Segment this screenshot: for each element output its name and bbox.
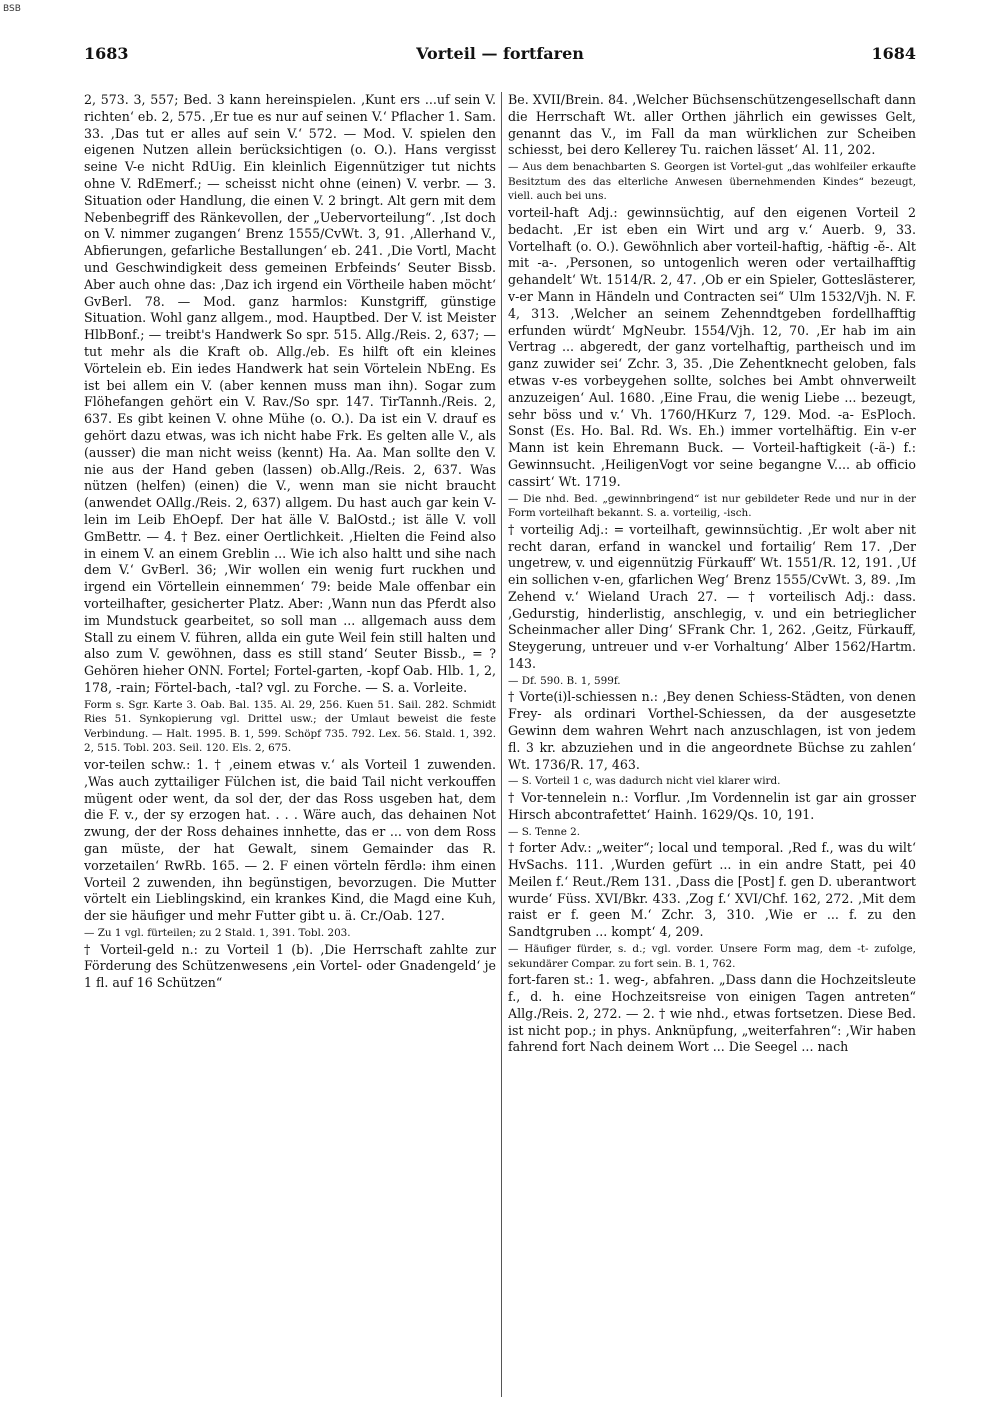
note-paragraph: — Aus dem benachbarten S. Georgen ist Vortel-gut „das wohlfeiler erkaufte Besitztum des das elterliche Anwesen übernehmenden Kindes“ bezeugt, viell. auch bei uns. <box>508 161 916 203</box>
watermark: BSB <box>3 4 21 14</box>
entry-paragraph: vorteil-haft Adj.: gewinnsüchtig, auf den eigenen Vorteil 2 bedacht. ‚Er ist eben ein Wirt und arg v.‘ Auerb. 9, 33. Vortelhaft (o. O.). Gewöhnlich aber vorteil-haftig, -häftig -ĕ-. Alt mit -a-. ‚Personen, so untogenlich weren oder vertailhafftig gehandelt‘ Wt. 1514/R. 2, 47. ‚Ob er ein Spieler, Gotteslästerer, v-er Mann in Händeln und Contracten sei“ Ulm 1532/Vjh. N. F. 4, 313. ‚Welcher an seinem Zehenndtgeben fordellhafftig erfunden würdt‘ MgNeubr. 1554/Vjh. 12, 70. ‚Er hab im ain Vertrag ... abgeredt, der ganz vortelhaftig, partheisch und im ganz zuwider sei‘ Zchr. 3, 35. ‚Die Zehentknecht geloben, fals etwas v-es vorbeygehen sollte, solches bei Ambt ohnverweilt anzuzeigen‘ Aul. 1680. ‚Eine Frau, die wenig Liebe ... bezeugt, sehr böss und v.‘ Vh. 1760/HKurz 7, 129. Mod. -a- EsPloch. Sonst (Es. Ho. Bal. Rd. Ws. Eh.) immer vortelhäftig. Ein v-er Mann ist kein Ehremann Buck. — Vorteil-haftigkeit (-ä-) f.: Gewinnsucht. ‚HeiligenVogt vor seine begangne V.... ab officio cassirt‘ Wt. 1719. <box>508 204 916 489</box>
note-paragraph: — S. Vorteil 1 c, was dadurch nicht viel klarer wird. <box>508 775 781 788</box>
note-paragraph: — Df. 590. B. 1, 599f. <box>508 674 621 687</box>
page-number-right: 1684 <box>871 44 916 63</box>
entry-paragraph: 2, 573. 3, 557; Bed. 3 kann hereinspielen. ‚Kunt ers ...uf sein V. richten‘ eb. 2, 575. ‚Er tue es nur auf seinen V.‘ Pflacher 1. Sam. 33. ‚Das tut er alles auf sein V.‘ 572. — Mod. V. spielen den eigenen Nutzen allein berücksichtigen (o. O.). Hans vergisst seine V-e nicht RdUig. Ein kleinlich Eigennütziger tut nichts ohne V. RdEmerf.; — scheisst nicht ohne (einen) V. verbr. — 3. Situation oder Handlung, die einen V. 2 bringt. Alt gern mit dem Nebenbegriff des Ränkevollen, der „Uebervorteilung“. ‚Ist doch on V. nimmer zugangen‘ Brenz 1555/CvWt. 3, 91. ‚Allerhand V., Abfierungen, gefarliche Bestallungen‘ eb. 241. ‚Die Vortl, Macht und Geschwindigkeit dess gemeinen Erbfeinds‘ Seuter Bissb. Aber auch ohne das: ‚Daz ich irgend ein Vörtheile haben möcht‘ GvBerl. 78. — Mod. ganz harmlos: Kunstgriff, günstige Situation. Wohl ganz allgem., mod. Hauptbed. Der V. ist Meister HlbBonf.; — treibt's Handwerk So spr. 515. Allg./Reis. 2, 637; — tut mehr als die Kraft ob. Allg./eb. Es hilft oft ein kleines Vörtelein eb. Ein iedes Handwerk hat sein Vörtelein NbEng. Es ist bei allem ein V. (aber kennen muss man ihn). Sogar zum Flöhefangen gehört ein V. Rav./So spr. 147. TirTannh./Reis. 2, 637. Es gibt keinen V. ohne Mühe (o. O.). Da ist ein V. drauf es gehört dazu etwas, was ich nicht habe Frk. Es gelten alle V., als (ausser) die man nicht weiss (kennt) Ha. Aa. Man sollte den V. nie aus der Hand geben (lassen) ob.Allg./Reis. 2, 637. Was nützen (helfen) (einen) die V., wenn man sie nicht braucht (anwendet OAllg./Reis. 2, 637) allgem. Du hast auch gar kein V-lein im Leib EhOepf. Der hat älle V. BalOstd.; ist älle V. voll GmBettr. — 4. † Bez. einer Oertlichkeit. ‚Hielten die Feind also in einem V. an einem Greblin ... Wie ich also haltt und sihe nach dem V.‘ GvBerl. 36; ‚Wir wollen ein wenig furt ruckhen und irgend ein Vörtellein einnemmen‘ 79: beide Male offenbar ein vorteilhafter, gesicherter Platz. Aber: ‚Wann nun das Pferdt also im Mundstuck gearbeitet, so soll man ... allgemach auss dem Stall zu einem V. führen, allda ein gute Weil fein still halten und also zum V. gewöhnen, dass es still stand‘ Seuter Bissb., = ? Gehören hieher ONN. Fortel; Fortel-garten, -kopf Oab. Hlb. 1, 2, 178, -rain; Förtel-bach, -tal? vgl. zu Forche. — S. a. Vorleite. <box>84 92 496 695</box>
entry-paragraph: † forter Adv.: „weiter“; local und temporal. ‚Red f., was du wilt‘ HvSachs. 111. ‚Wurden gefürt ... in ein andre Statt, pei 40 Meilen f.‘ Reut./Rem 131. ‚Dass die [Post] f. gen D. uberantwort wurde‘ Füss. XVI/Bkr. 433. ‚Zog f.‘ XVI/Chf. 162, 272. ‚Mit dem raist er f. geen M.‘ Zchr. 3, 310. ‚Wie er ... f. zu den Sandtgruben ... kompt‘ 4, 209. <box>508 840 916 940</box>
note-paragraph: — Zu 1 vgl. fürteilen; zu 2 Stald. 1, 391. Tobl. 203. <box>84 927 351 940</box>
note-paragraph: Form s. Sgr. Karte 3. Oab. Bal. 135. Al. 29, 256. Kuen 51. Sail. 282. Schmidt Ries 51. Synkopierung vgl. Drittel usw.; der Umlaut beweist die feste Verbindung. — Halt. 1995. B. 1, 599. Schöpf 735. 792. Lex. 56. Stald. 1, 392. 2, 515. Tobl. 203. Seil. 120. Els. 2, 675. <box>84 698 496 755</box>
left-column <box>84 92 496 1397</box>
entry-paragraph: † Vor-tennelein n.: Vorflur. ‚Im Vordennelin ist gar ain grosser Hirsch abcontrafettet‘ Hainh. 1629/Qs. 10, 191. <box>508 790 916 822</box>
note-paragraph: — Häufiger fürder, s. d.; vgl. vorder. Unsere Form mag, dem -t- zufolge, sekundärer Compar. zu fort sein. B. 1, 762. <box>508 943 916 970</box>
right-column <box>508 92 916 1397</box>
entry-paragraph: fort-faren st.: 1. weg-, abfahren. „Dass dann die Hochzeitsleute f., d. h. eine Hochzeitsreise von einigen Tagen antreten“ Allg./Reis. 2, 272. — 2. † wie nhd., etwas fortsetzen. Diese Bed. ist nicht pop.; in phys. Anknüpfung, „weiterfahren“: ‚Wir haben fahrend fort Nach deinem Wort ... Die Seegel ... nach <box>508 972 916 1055</box>
entry-paragraph: † vorteilig Adj.: = vorteilhaft, gewinnsüchtig. ‚Er wolt aber nit recht daran, erfand in wanckel und fortailig‘ Rem 17. ‚Der ungetrew, v. und eigennützig Fürkauff‘ Wt. 1551/R. 12, 191. ‚Uf ein sollichen v-en, gfarlichen Weg‘ Brenz 1555/CvWt. 3, 89. ‚Im Zehend v.‘ Wieland Urach 27. — † vorteilisch Adj.: dass. ‚Gedurstig, hinderlistig, anschlegig, v. und ein betrieglicher Scheinmacher aller Ding‘ SFrank Chr. 1, 262. ‚Geitz, Fürkauff, Steygerung, untreuer und v-er Vorhaltung‘ Alber 1562/Hartm. 143. <box>508 521 916 672</box>
note-paragraph: — Die nhd. Bed. „gewinnbringend“ ist nur gebildeter Rede und nur in der Form vorteilhaft bekannt. S. a. vorteilig, -isch. <box>508 492 916 520</box>
entry-paragraph: Be. XVII/Brein. 84. ‚Welcher Büchsenschützengesellschaft dann die Herrschaft Wt. aller Orthen jährlich ein gewisses Gelt, genannt das V., im Fall da man würklichen zur Scheiben schiesst, bei dero Kellerey Tu. raichen lässet‘ Al. 11, 202. <box>508 92 916 158</box>
page-number-left: 1683 <box>84 44 129 63</box>
page-header <box>84 44 916 68</box>
column-divider <box>501 92 502 1397</box>
entry-paragraph: † Vorte(i)l-schiessen n.: ‚Bey denen Schiess-Städten, von denen Frey- als ordinari Vorthel-Schiessen, da der ausgesetzte Gewinn dem wahren Wehrt nach anzuschlagen, ist von jedem fl. 3 kr. abzuziehen und in die angeordnete Büchse zu zahlen‘ Wt. 1736/R. 17, 463. <box>508 689 916 772</box>
running-title: Vorteil — fortfaren <box>416 44 584 63</box>
entry-paragraph: † Vorteil-geld n.: zu Vorteil 1 (b). ‚Die Herrschaft zahlte zur Förderung des Schützenwesens ‚ein Vortel- oder Gnadengeld‘ je 1 fl. auf 16 Schützen“ <box>84 941 496 991</box>
note-paragraph: — S. Tenne 2. <box>508 825 581 838</box>
entry-paragraph: vor-teilen schw.: 1. † ‚einem etwas v.‘ als Vorteil 1 zuwenden. ‚Was auch zyttailiger Fülchen ist, die baid Tail nicht verkouffen mügent oder went, da sol der, der das Ross usgeben hat, dem die F. v., der sy erzogen hat. . . . Wäre auch, das dehainen Not zwung, der der Ross dehaines innhette, das er ... von dem Ross gan müste, der hat Gewalt, sinem Gemainder das R. vorzetailen‘ RwRb. 165. — 2. F einen vörteln fērdlə: ihm einen Vorteil 2 zuwenden, ihn begünstigen, bevorzugen. Die Mutter vörtelt ein Lieblingskind, ein krankes Kind, die Magd eine Kuh, der sie häufiger und mehr Futter gibt u. ä. Cr./Oab. 127. <box>84 757 496 924</box>
